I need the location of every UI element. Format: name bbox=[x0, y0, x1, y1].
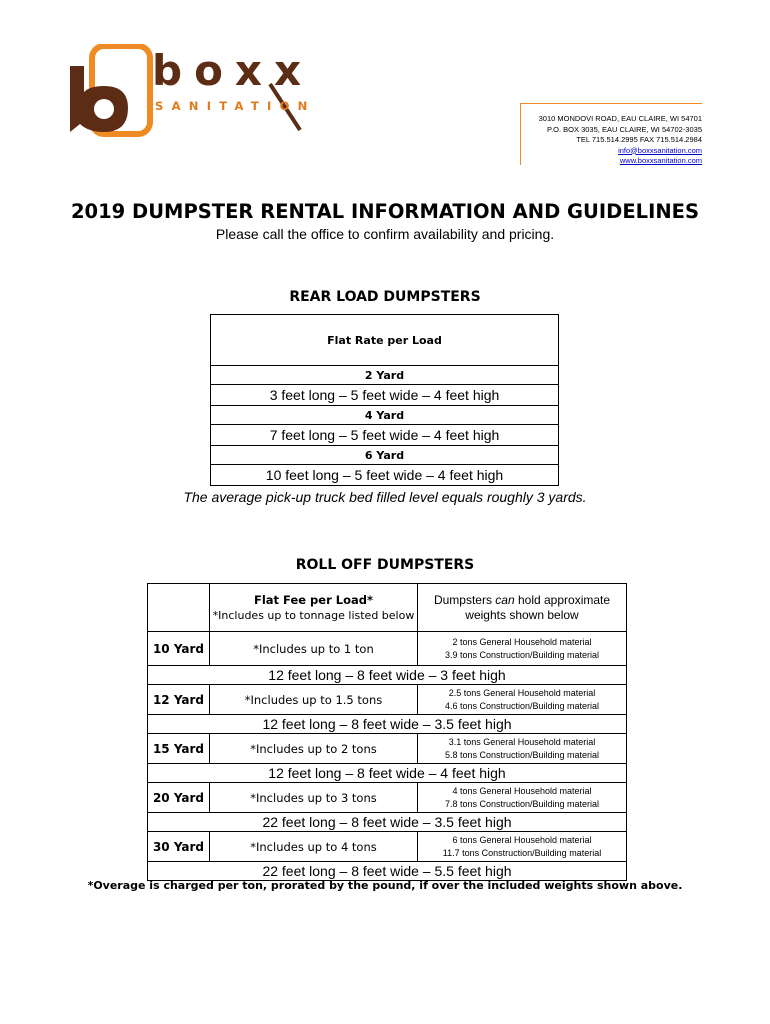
roll-size-20-yard: 20 Yard bbox=[148, 783, 210, 813]
roll-size-10-yard: 10 Yard bbox=[148, 632, 210, 666]
roll-weights-30-yard bbox=[418, 832, 627, 862]
po-box-line: P.O. BOX 3035, EAU CLAIRE, WI 54702-3035 bbox=[547, 124, 702, 134]
construction-weight: 11.7 tons Construction/Building material bbox=[442, 847, 602, 858]
flat-fee-label: Flat Fee per Load* bbox=[254, 592, 373, 607]
pickup-truck-note: The average pick-up truck bed filled level equals roughly 3 yards. bbox=[183, 489, 587, 505]
rear-load-table bbox=[210, 314, 559, 486]
roll-weights-10-yard bbox=[418, 632, 627, 666]
rear-load-heading: REAR LOAD DUMPSTERS bbox=[289, 289, 481, 305]
capacity-pre: Dumpsters bbox=[433, 592, 496, 607]
roll-includes-15-yard: *Includes up to 2 tons bbox=[210, 734, 418, 764]
roll-includes-20-yard: *Includes up to 3 tons bbox=[210, 783, 418, 813]
roll-off-table bbox=[147, 583, 627, 881]
roll-dims-10-yard: 12 feet long – 8 feet wide – 3 feet high bbox=[148, 666, 627, 685]
rear-size-2-yard: 2 Yard bbox=[211, 366, 559, 385]
household-weight: 2.5 tons General Household material bbox=[448, 687, 596, 698]
construction-weight: 5.8 tons Construction/Building material bbox=[444, 749, 600, 760]
logo-tagline: SANITATION bbox=[155, 99, 316, 113]
flat-fee-sublabel: *Includes up to tonnage listed below bbox=[212, 608, 415, 622]
rear-load-header: Flat Rate per Load bbox=[211, 315, 559, 366]
roll-header-empty bbox=[148, 584, 210, 632]
rear-dims-4-yard: 7 feet long – 5 feet wide – 4 feet high bbox=[211, 425, 559, 446]
rear-size-6-yard: 6 Yard bbox=[211, 446, 559, 465]
phone-fax-line: TEL 715.514.2995 FAX 715.514.2984 bbox=[576, 135, 702, 144]
rear-dims-6-yard: 10 feet long – 5 feet wide – 4 feet high bbox=[211, 465, 559, 486]
roll-dims-12-yard: 12 feet long – 8 feet wide – 3.5 feet high bbox=[148, 715, 627, 734]
roll-includes-12-yard: *Includes up to 1.5 tons bbox=[210, 685, 418, 715]
roll-weights-15-yard bbox=[418, 734, 627, 764]
roll-dims-15-yard: 12 feet long – 8 feet wide – 4 feet high bbox=[148, 764, 627, 783]
roll-size-15-yard: 15 Yard bbox=[148, 734, 210, 764]
overage-footnote: *Overage is charged per ton, prorated by the pound, if over the included weights shown above. bbox=[87, 879, 683, 892]
roll-header-capacity bbox=[418, 584, 627, 632]
roll-includes-30-yard: *Includes up to 4 tons bbox=[210, 832, 418, 862]
roll-weights-20-yard bbox=[418, 783, 627, 813]
roll-dims-30-yard: 22 feet long – 8 feet wide – 5.5 feet high bbox=[148, 862, 627, 881]
roll-size-30-yard: 30 Yard bbox=[148, 832, 210, 862]
construction-weight: 7.8 tons Construction/Building material bbox=[444, 798, 600, 809]
household-weight: 3.1 tons General Household material bbox=[448, 736, 596, 747]
household-weight: 6 tons General Household material bbox=[452, 834, 592, 845]
roll-dims-20-yard: 22 feet long – 8 feet wide – 3.5 feet high bbox=[148, 813, 627, 832]
roll-off-heading: ROLL OFF DUMPSTERS bbox=[295, 557, 475, 573]
construction-weight: 3.9 tons Construction/Building material bbox=[444, 649, 600, 660]
logo-brand-text: boxx bbox=[152, 46, 314, 95]
contact-block bbox=[520, 103, 702, 165]
page-subtitle: Please call the office to confirm availability and pricing. bbox=[215, 226, 555, 242]
roll-header-fee bbox=[210, 584, 418, 632]
email-link[interactable]: info@boxxsanitation.com bbox=[618, 145, 702, 155]
household-weight: 2 tons General Household material bbox=[452, 636, 592, 647]
capacity-post: hold approximate weights shown below bbox=[465, 592, 611, 622]
rear-size-4-yard: 4 Yard bbox=[211, 406, 559, 425]
roll-size-12-yard: 12 Yard bbox=[148, 685, 210, 715]
capacity-emphasis: can bbox=[495, 592, 515, 607]
construction-weight: 4.6 tons Construction/Building material bbox=[444, 700, 600, 711]
household-weight: 4 tons General Household material bbox=[452, 785, 592, 796]
roll-includes-10-yard: *Includes up to 1 ton bbox=[210, 632, 418, 666]
page-title: 2019 DUMPSTER RENTAL INFORMATION AND GUIDELINES bbox=[70, 200, 700, 223]
roll-weights-12-yard bbox=[418, 685, 627, 715]
rear-dims-2-yard: 3 feet long – 5 feet wide – 4 feet high bbox=[211, 385, 559, 406]
website-link[interactable]: www.boxxsanitation.com bbox=[619, 156, 702, 165]
address-line: 3010 MONDOVI ROAD, EAU CLAIRE, WI 54701 bbox=[538, 114, 702, 123]
